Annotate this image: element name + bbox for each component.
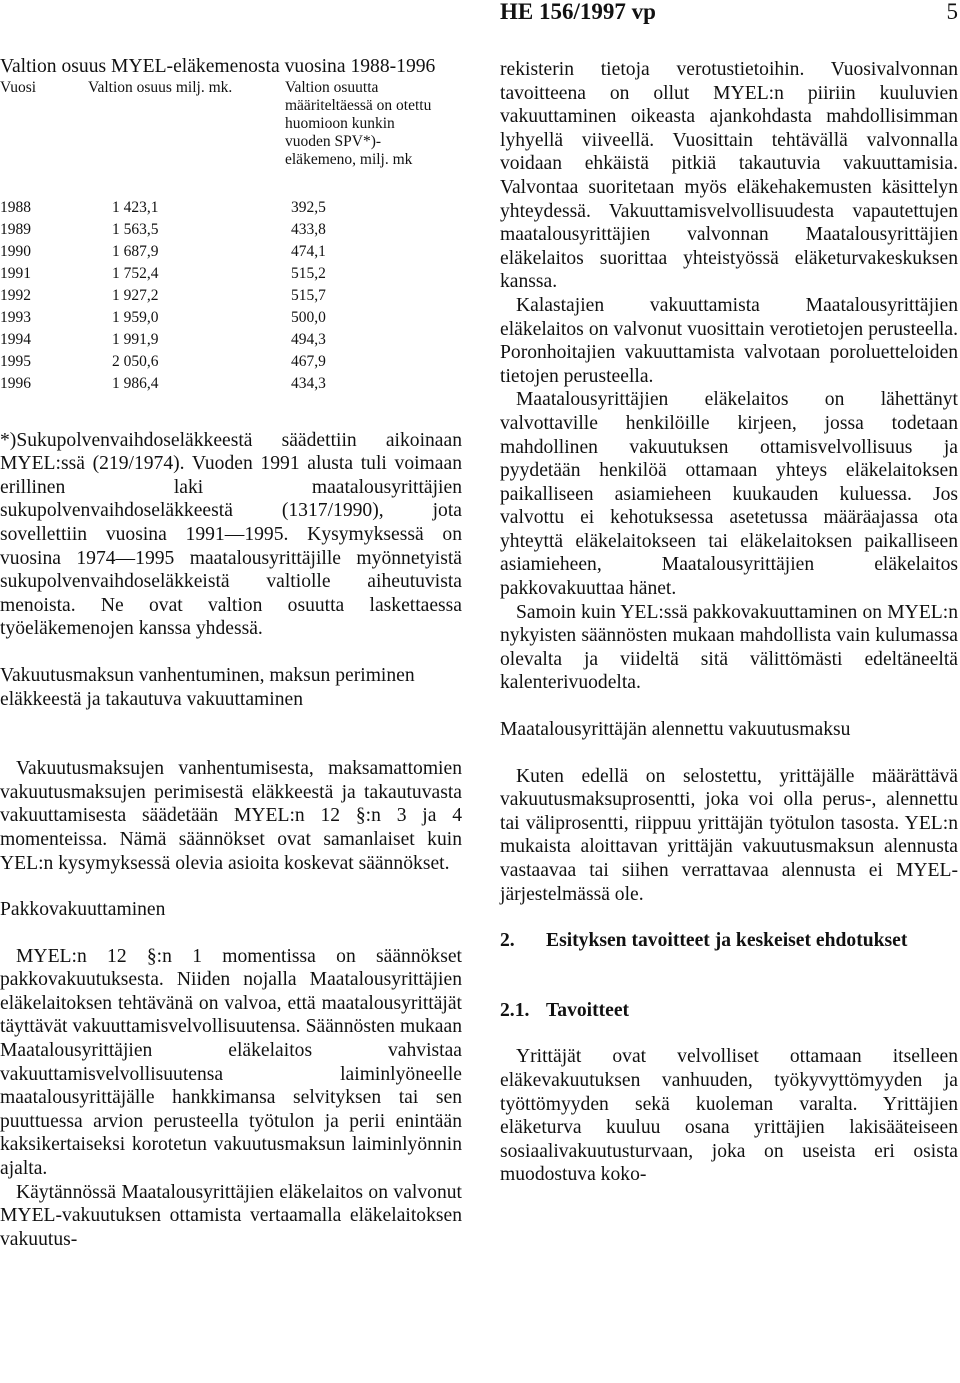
table-row bbox=[0, 285, 462, 307]
row-year: 1994 bbox=[0, 330, 31, 348]
table-header-calc-line: eläkemeno, milj. mk bbox=[285, 150, 413, 168]
right-column bbox=[500, 58, 958, 1187]
row-calc: 433,8 bbox=[291, 220, 326, 238]
table-row bbox=[0, 263, 462, 285]
table-row bbox=[0, 219, 462, 241]
row-value: 1 959,0 bbox=[112, 308, 159, 326]
paragraph: rekisterin tietoja verotustietoihin. Vuosivalvonnan tavoitteena on ollut MYEL:n piiriin kuuluvien vakuuttaminen oikeasta ajankohdasta mahdollisimman lyhyellä viiveellä. Vuosittain tehtävällä valvonnalla voidaan ehkäistä pitkiä takautuvia vakuuttamisia. Valvontaa suoritetaan myös eläkehakemusten käsittelyn yhteydessä. Vakuuttamisvelvollisuudesta vapautettujen maatalousyrittäjien valvonnan Maatalousyrittäjien eläkelaitos suorittaa yhteistyössä eläketurvakeskuksen kanssa. bbox=[500, 59, 958, 293]
row-year: 1988 bbox=[0, 198, 31, 216]
table-header-calc bbox=[285, 79, 435, 169]
row-year: 1990 bbox=[0, 242, 31, 260]
table-header-calc-line: Valtion osuutta bbox=[285, 78, 379, 96]
table-header-calc-line: vuoden SPV*)- bbox=[285, 132, 382, 150]
table-header-value: Valtion osuus milj. mk. bbox=[88, 78, 233, 96]
row-value: 1 563,5 bbox=[112, 220, 159, 238]
row-value: 1 423,1 bbox=[112, 198, 159, 216]
table-header-calc-line: määriteltäessä on otettu bbox=[285, 96, 432, 114]
table-header-calc-line: huomioon kunkin bbox=[285, 114, 395, 132]
page-header bbox=[0, 0, 960, 24]
paragraph: Kalastajien vakuuttamista Maatalousyrittäjien eläkelaitos on valvonut vuosittain verotietojen perusteella. Poronhoitajien vakuuttamista valvotaan poroluetteloiden tietojen perusteella. bbox=[500, 294, 958, 387]
paragraph: Maatalousyrittäjien eläkelaitos on lähettänyt valvottaville henkilöille kirjeen, jossa todetaan mahdollinen vakuutuksen ottamisvelvollisuus ja pyydetään henkilöä ottamaan yhteys eläkelaitoksen paikalliseen asiamieheen kuukauden kuluessa. Jos valvottu ei kehotuksessa asetetussa määräajassa ota yhteyttä eläkelaitokseen tai eläkelaitoksen paikalliseen asiamieheen, Maatalousyrittäjien eläkelaitos pakkovakuuttaa hänet. bbox=[500, 389, 958, 600]
row-calc: 434,3 bbox=[291, 374, 326, 392]
section-number: 2. bbox=[500, 930, 515, 952]
row-calc: 392,5 bbox=[291, 198, 326, 216]
row-value: 1 986,4 bbox=[112, 374, 159, 392]
table-body bbox=[0, 197, 462, 395]
paragraph: MYEL:n 12 §:n 1 momentissa on säännökset pakkovakuutuksesta. Niiden nojalla Maatalousyrittäjien eläkelaitoksen tehtävänä on valvoa, että maatalousyrittäjät täyttävät vakuuttamisvelvollisuutensa. Säännösten mukaan Maatalousyrittäjien eläkelaitos vahvistaa vakuuttamisvelvollisuutensa laiminlyöneelle maatalousyrittäjälle hankkimansa selvityksen tai sen puuttuessa arvion perusteella työtulon ja perii enintään kaksikertaiseksi korotetun vakuutusmaksun laiminlyönnin ajalta. bbox=[0, 945, 462, 1180]
row-calc: 515,2 bbox=[291, 264, 326, 282]
table-footnote: *)Sukupolvenvaihdoseläkkeestä säädettiin aikoinaan MYEL:ssä (219/1974). Vuoden 1991 alusta tuli voimaan erillinen laki maatalousyrittäjien sukupolvenvaihdoseläkkeestä (1317/1990), jota sovellettiin vuosina 1991—1995. Kysymyksessä on vuosina 1974—1995 maatalousyrittäjille myönnetyistä sukupolvenvaihdoseläkkeistä valtiolle aiheutuvista menoista. Ne ovat valtion osuutta laskettaessa työeläkemenojen kanssa yhdessä. bbox=[0, 429, 462, 640]
row-value: 2 050,6 bbox=[112, 352, 159, 370]
table-row bbox=[0, 241, 462, 263]
section-heading-premium-expiry: Vakuutusmaksun vanhentuminen, maksun periminen eläkkeestä ja takautuva vakuuttaminen bbox=[0, 664, 415, 710]
paragraph: Yrittäjät ovat velvolliset ottamaan itselleen eläkevakuutuksen vanhuuden, työkyvyttömyyden ja työttömyyden sekä kuoleman varalta. Yrittäjien eläketurva kuuluu osana yrittäjien lakisääteiseen sosiaalivakuutusturvaan, joka on useista eri osista muodostuva koko- bbox=[500, 1046, 958, 1186]
row-calc: 467,9 bbox=[291, 352, 326, 370]
row-calc: 494,3 bbox=[291, 330, 326, 348]
row-year: 1989 bbox=[0, 220, 31, 238]
row-year: 1991 bbox=[0, 264, 31, 282]
paragraph: Vakuutusmaksujen vanhentumisesta, maksamattomien vakuutusmaksujen perimisestä eläkkeestä ja takautuvasta vakuuttamisesta säädetään MYEL:n 12 §:n 3 ja 4 momenteissa. Nämä säännökset ovat samanlaiset kuin YEL:n kysymyksessä olevia asioita koskevat säännökset. bbox=[0, 758, 462, 874]
row-value: 1 752,4 bbox=[112, 264, 159, 282]
table-row bbox=[0, 197, 462, 219]
table-row bbox=[0, 329, 462, 351]
table-row bbox=[0, 351, 462, 373]
section-title: Esityksen tavoitteet ja keskeiset ehdotukset bbox=[546, 930, 908, 952]
row-year: 1995 bbox=[0, 352, 31, 370]
table-row bbox=[0, 373, 462, 395]
row-calc: 515,7 bbox=[291, 286, 326, 304]
left-column bbox=[0, 55, 462, 1251]
section-heading-2-1 bbox=[500, 999, 958, 1023]
table-row bbox=[0, 307, 462, 329]
row-value: 1 927,2 bbox=[112, 286, 159, 304]
section-heading-compulsory-insurance: Pakkovakuuttaminen bbox=[0, 899, 166, 921]
pension-table bbox=[0, 55, 462, 395]
section-heading-reduced-premium: Maatalousyrittäjän alennettu vakuutusmaksu bbox=[500, 719, 851, 741]
row-year: 1996 bbox=[0, 374, 31, 392]
table-header bbox=[0, 79, 462, 197]
section-number: 2.1. bbox=[500, 999, 530, 1021]
document-id: HE 156/1997 vp bbox=[500, 0, 656, 24]
section-title: Tavoitteet bbox=[546, 999, 630, 1021]
row-calc: 474,1 bbox=[291, 242, 326, 260]
row-value: 1 687,9 bbox=[112, 242, 159, 260]
row-year: 1992 bbox=[0, 286, 31, 304]
page-number: 5 bbox=[946, 0, 958, 24]
paragraph: Käytännössä Maatalousyrittäjien eläkelaitos on valvonut MYEL-vakuutuksen ottamista vertaamalla eläkelaitoksen vakuutus- bbox=[0, 1181, 462, 1250]
row-year: 1993 bbox=[0, 308, 31, 326]
table-caption: Valtion osuus MYEL-eläkemenosta vuosina 1988-1996 bbox=[0, 56, 436, 77]
paragraph: Samoin kuin YEL:ssä pakkovakuuttaminen on MYEL:n nykyisten säännösten mukaan mahdollista vain kulumassa olevalta ja viideltä sitä välittömästi edeltäneeltä kalenterivuodelta. bbox=[500, 601, 958, 694]
paragraph: Kuten edellä on selostettu, yrittäjälle määrättävä vakuutusmaksuprosentti, joka voi olla perus-, alennettu tai väliprosentti, riippuu yrittäjän työtulon tasosta. YEL:n mukaista aloittavan yrittäjän vakuutusmaksun alennusta vastaavaa tai siihen verrattavaa alennusta ei MYEL-järjestelmässä ole. bbox=[500, 765, 958, 905]
section-heading-2 bbox=[500, 929, 958, 953]
row-calc: 500,0 bbox=[291, 308, 326, 326]
row-value: 1 991,9 bbox=[112, 330, 159, 348]
table-header-year: Vuosi bbox=[0, 78, 37, 96]
